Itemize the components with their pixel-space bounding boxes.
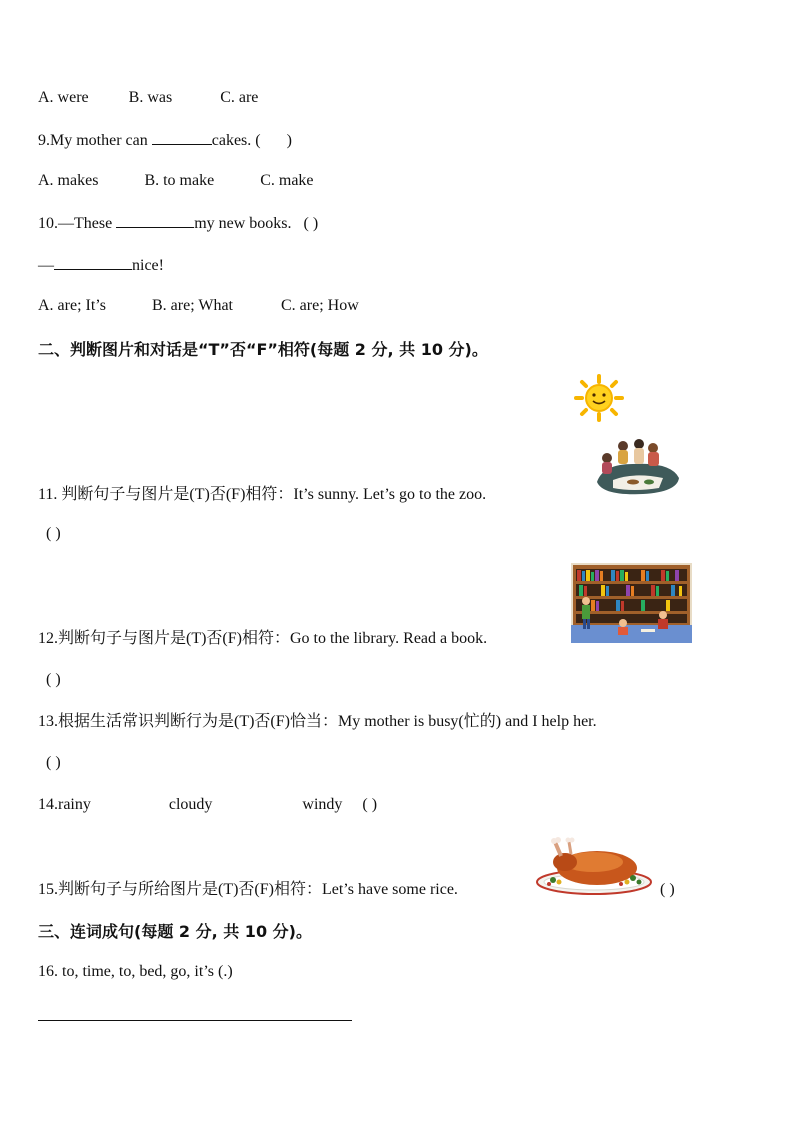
sun-picture — [572, 374, 626, 422]
question-13: 13.根据生活常识判断行为是(T)否(F)恰当：My mother is busy(忙的) and I help her. — [38, 713, 597, 730]
library-picture — [571, 563, 692, 643]
q16-answer-line[interactable] — [38, 1020, 352, 1021]
q10-reply-suffix: nice! — [132, 257, 164, 274]
q9-option-b[interactable]: B. to make — [144, 172, 215, 189]
q10-blank[interactable] — [116, 213, 194, 228]
q14-word-windy: windy — [302, 796, 343, 813]
q11-answer-paren[interactable]: ( ) — [46, 525, 61, 542]
q8-options — [38, 88, 258, 108]
question-9 — [38, 130, 292, 151]
q8-option-c[interactable]: C. are — [220, 89, 259, 106]
q10-option-c[interactable]: C. are; How — [281, 297, 359, 314]
q9-option-a[interactable]: A. makes — [38, 172, 99, 189]
q10-reply-blank[interactable] — [54, 255, 132, 270]
q12-answer-paren[interactable]: ( ) — [46, 671, 61, 688]
q9-option-c[interactable]: C. make — [260, 172, 314, 189]
q9-suffix: cakes. ( — [211, 132, 261, 149]
question-10-reply — [38, 255, 164, 276]
q10-option-a[interactable]: A. are; It’s — [38, 297, 106, 314]
picnic-picture — [593, 434, 683, 496]
q10-suffix: my new books. — [194, 215, 292, 232]
q13-answer-paren[interactable]: ( ) — [46, 754, 61, 771]
q9-prefix: 9.My mother can — [38, 132, 152, 149]
q14-answer-paren[interactable]: ( ) — [362, 796, 378, 813]
q9-close-paren: ) — [286, 132, 292, 149]
q10-reply-dash: — — [38, 257, 54, 274]
q10-options — [38, 296, 359, 316]
question-15: 15.判断句子与所给图片是(T)否(F)相符：Let’s have some rice. — [38, 881, 458, 898]
section-3-heading: 三、连词成句(每题 2 分, 共 10 分)。 — [38, 922, 312, 941]
q14-word-cloudy: cloudy — [168, 796, 213, 813]
q15-answer-paren[interactable]: ( ) — [660, 881, 675, 898]
q10-option-b[interactable]: B. are; What — [151, 297, 233, 314]
question-16: 16. to, time, to, bed, go, it’s (.) — [38, 963, 233, 980]
q8-option-b[interactable]: B. was — [128, 89, 173, 106]
question-10 — [38, 213, 318, 234]
roast-turkey-picture — [535, 832, 653, 896]
section-2-heading: 二、判断图片和对话是“T”否“F”相符(每题 2 分, 共 10 分)。 — [38, 340, 488, 359]
q9-blank[interactable] — [152, 130, 212, 145]
q8-option-a[interactable]: A. were — [38, 89, 89, 106]
question-14 — [38, 795, 377, 815]
q9-options — [38, 171, 314, 191]
q10-prefix: 10.—These — [38, 215, 117, 232]
question-12: 12.判断句子与图片是(T)否(F)相符：Go to the library. Read a book. — [38, 630, 488, 647]
q14-word-rainy: 14.rainy — [38, 796, 91, 813]
question-11: 11. 判断句子与图片是(T)否(F)相符：It’s sunny. Let’s go to the zoo. — [38, 486, 487, 503]
q10-paren[interactable]: ( ) — [303, 215, 319, 232]
